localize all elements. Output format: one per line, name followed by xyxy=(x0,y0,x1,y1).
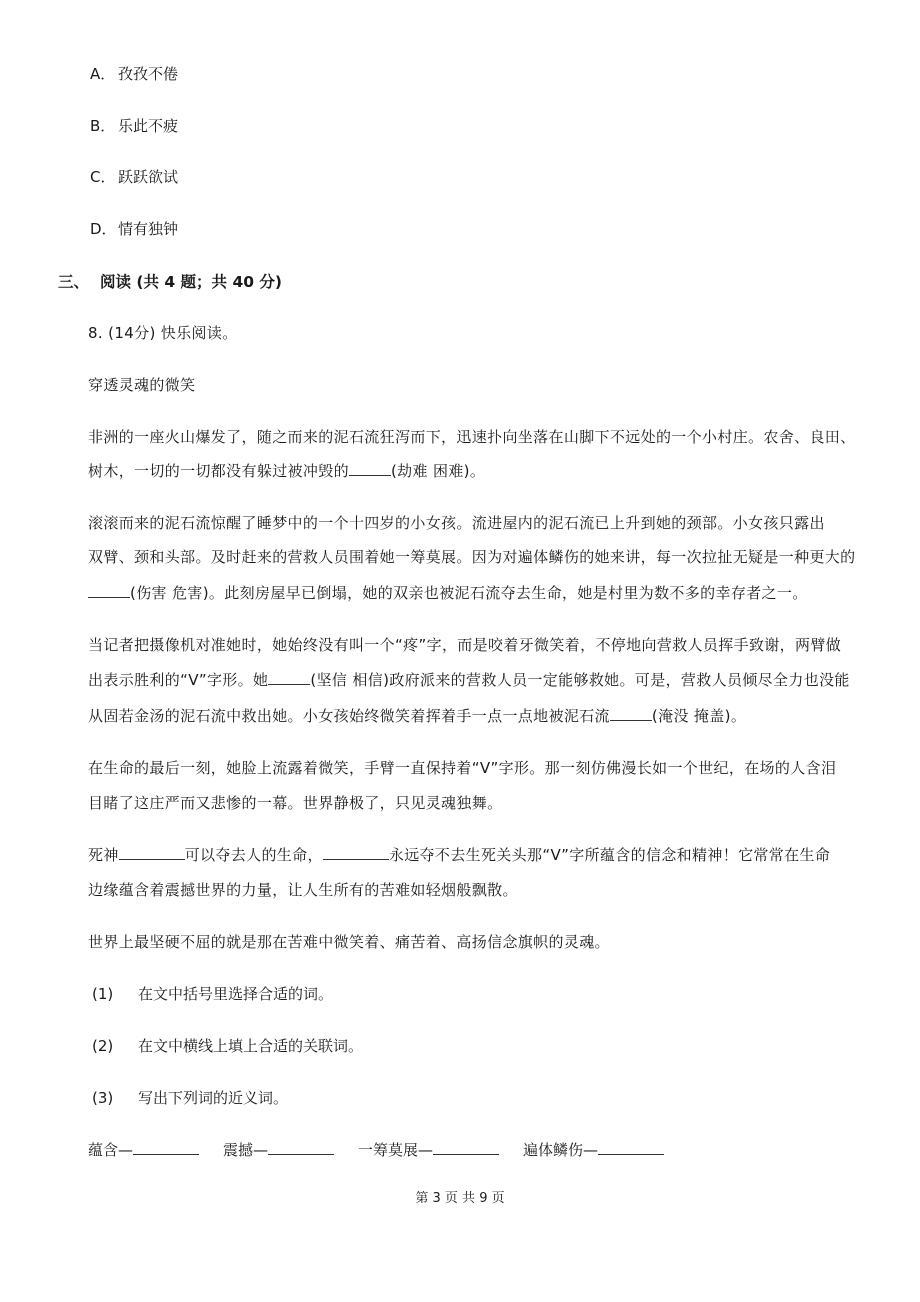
subquestion-number: (2) xyxy=(92,1037,114,1055)
answer-blank[interactable] xyxy=(610,706,652,721)
answer-blank[interactable] xyxy=(433,1140,499,1155)
passage-title: 穿透灵魂的微笑 xyxy=(88,376,196,394)
text-segment: 树木，一切的一切都没有躲过被冲毁的 xyxy=(88,462,349,480)
option-text: 跃跃欲试 xyxy=(118,168,179,186)
question-header: 8. (14分) 快乐阅读。 xyxy=(88,324,238,342)
synonym-item xyxy=(88,1139,199,1161)
paragraph-5-line-2: 边缘蕴含着震撼世界的力量，让人生所有的苦难如轻烟般飘散。 xyxy=(88,881,518,899)
option-letter: B． xyxy=(90,117,116,135)
answer-blank[interactable] xyxy=(268,1140,334,1155)
option-letter: A． xyxy=(90,65,116,83)
section-title: 阅读 (共 4 题；共 40 分) xyxy=(100,273,283,291)
option-text: 孜孜不倦 xyxy=(118,65,179,83)
text-segment: 死神 xyxy=(88,846,119,864)
option-a xyxy=(90,63,178,85)
answer-blank[interactable] xyxy=(268,670,310,685)
text-segment: 可以夺去人的生命， xyxy=(184,846,323,864)
subquestion-text: 写出下列词的近义词。 xyxy=(138,1089,289,1107)
synonym-item xyxy=(523,1139,664,1161)
text-segment: (坚信 相信)政府派来的营救人员一定能够救她。可是，营救人员倾尽全力也没能 xyxy=(310,671,850,689)
text-segment: 永远夺不去生死关头那“V”字所蕴含的信念和精神！它常常在生命 xyxy=(388,846,831,864)
text-segment: 出表示胜利的“V”字形。她 xyxy=(88,671,269,689)
subquestion-number: (3) xyxy=(92,1089,114,1107)
text-segment: 从固若金汤的泥石流中救出她。小女孩始终微笑着挥着手一点一点地被泥石流 xyxy=(88,707,610,725)
paragraph-4-line-2: 目睹了这庄严而又悲惨的一幕。世界静极了，只见灵魂独舞。 xyxy=(88,794,503,812)
paragraph-3-line-1: 当记者把摄像机对准她时，她始终没有叫一个“疼”字，而是咬着牙微笑着，不停地向营救人员挥手致谢，两臂做 xyxy=(88,636,842,654)
option-text: 乐此不疲 xyxy=(118,117,179,135)
synonym-word: 蕴含— xyxy=(88,1141,134,1159)
option-text: 情有独钟 xyxy=(118,220,179,238)
answer-blank[interactable] xyxy=(119,845,185,860)
option-letter: C． xyxy=(90,168,116,186)
option-c xyxy=(90,166,178,188)
answer-blank[interactable] xyxy=(133,1140,199,1155)
subquestion-number: (1) xyxy=(92,985,114,1003)
text-segment: (伤害 危害)。此刻房屋早已倒塌，她的双亲也被泥石流夺去生命，她是村里为数不多的幸存者之一。 xyxy=(130,584,808,602)
answer-blank[interactable] xyxy=(349,461,391,476)
paragraph-2-line-2: 双臂、颈和头部。及时赶来的营救人员围着她一筹莫展。因为对遍体鳞伤的她来讲，每一次拉扯无疑是一种更大的 xyxy=(88,548,856,566)
synonym-item xyxy=(223,1139,334,1161)
paragraph-3-line-2 xyxy=(88,669,850,691)
section-heading xyxy=(58,271,282,293)
subquestion-3 xyxy=(92,1087,288,1109)
synonym-word: 一筹莫展— xyxy=(358,1141,434,1159)
paragraph-1-line-2 xyxy=(88,460,485,482)
synonym-item xyxy=(358,1139,499,1161)
synonym-word: 震撼— xyxy=(223,1141,269,1159)
paragraph-2-line-1: 滚滚而来的泥石流惊醒了睡梦中的一个十四岁的小女孩。流进屋内的泥石流已上升到她的颈部。小女孩只露出 xyxy=(88,514,825,532)
paragraph-6: 世界上最坚硬不屈的就是那在苦难中微笑着、痛苦着、高扬信念旗帜的灵魂。 xyxy=(88,933,610,951)
paragraph-1-line-1: 非洲的一座火山爆发了，随之而来的泥石流狂泻而下，迅速扑向坐落在山脚下不远处的一个小村庄。农舍、良田、 xyxy=(88,428,856,446)
synonym-word: 遍体鳞伤— xyxy=(523,1141,599,1159)
answer-blank[interactable] xyxy=(598,1140,664,1155)
paragraph-2-line-3 xyxy=(88,582,808,604)
synonym-row xyxy=(88,1139,688,1161)
option-letter: D． xyxy=(90,220,117,238)
page-footer: 第 3 页 共 9 页 xyxy=(415,1191,505,1206)
subquestion-2 xyxy=(92,1035,363,1057)
subquestion-1 xyxy=(92,983,333,1005)
text-segment: (劫难 困难)。 xyxy=(390,462,486,480)
subquestion-text: 在文中横线上填上合适的关联词。 xyxy=(138,1037,364,1055)
paragraph-4-line-1: 在生命的最后一刻，她脸上流露着微笑，手臂一直保持着“V”字形。那一刻仿佛漫长如一个世纪，在场的人含泪 xyxy=(88,759,837,777)
subquestion-text: 在文中括号里选择合适的词。 xyxy=(138,985,334,1003)
paragraph-5-line-1 xyxy=(88,844,830,866)
answer-blank[interactable] xyxy=(323,845,389,860)
answer-blank[interactable] xyxy=(88,583,130,598)
paragraph-3-line-3 xyxy=(88,705,746,727)
text-segment: (淹没 掩盖)。 xyxy=(651,707,747,725)
option-d xyxy=(90,218,178,240)
section-number: 三、 xyxy=(58,273,90,291)
option-b xyxy=(90,115,178,137)
